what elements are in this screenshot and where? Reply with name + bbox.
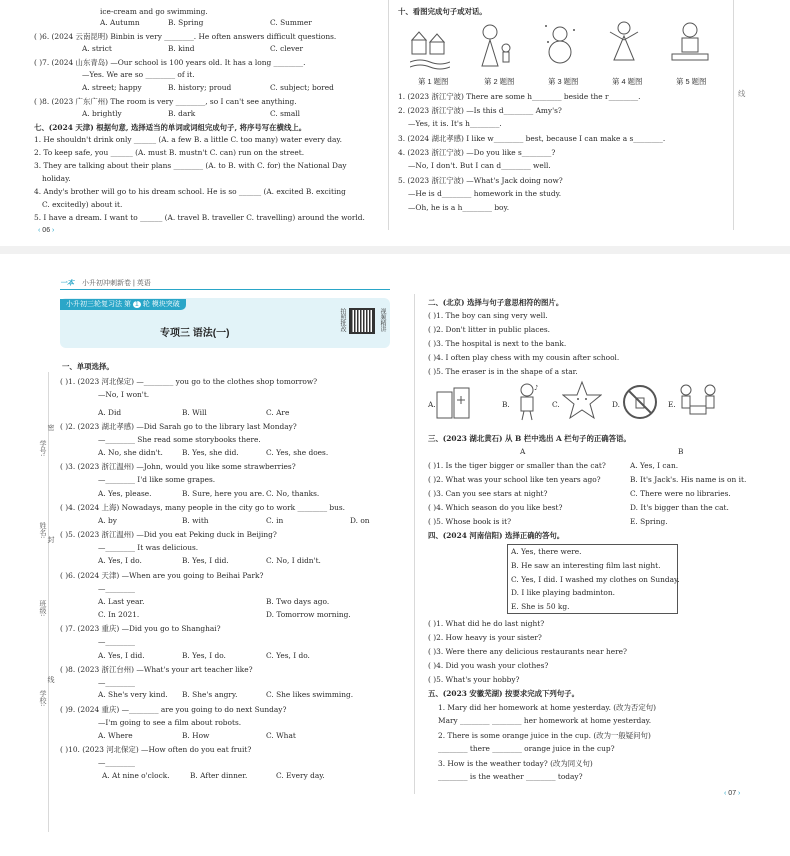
bottom-right-line-23: ( )4. Did you wash your clothes? — [428, 661, 549, 670]
bottom-left-line-49: A. At nine o'clock. — [102, 771, 170, 780]
bottom-right-line-14: C. There were no libraries. — [630, 489, 731, 498]
column-divider — [388, 0, 389, 230]
bottom-left-line-17: A. by — [98, 516, 117, 525]
top-left-line-23: C. excitedly) about it. — [42, 200, 123, 209]
bottom-left-line-50: B. After dinner. — [190, 771, 248, 780]
star-eraser-illustration — [562, 380, 602, 422]
seal-char-1: 密 — [47, 424, 55, 431]
class-label: 班级: — [39, 600, 47, 617]
houses-river-illustration — [410, 20, 450, 70]
brand-logo: 一本 — [60, 280, 74, 287]
top-left-line-11: B. history; proud — [168, 83, 232, 92]
bottom-right-line-10: A. Yes, I can. — [630, 461, 679, 470]
bank-hospital-illustration — [436, 384, 470, 420]
seal-char-3: 线 — [47, 676, 55, 683]
page-gap — [0, 246, 790, 254]
answer-option-a: A. Yes, there were. — [511, 547, 582, 556]
bottom-left-line-5: C. Are — [266, 408, 290, 417]
top-left-line-7: C. clever — [270, 44, 304, 53]
bottom-left-line-26: ( )6. (2024 天津) —When are you going to Beihai Park? — [60, 571, 264, 580]
student-number-label: 学号: — [39, 440, 47, 457]
bottom-right-line-17: ( )5. Whose book is it? — [428, 517, 512, 526]
page-number-text-right: 07 — [728, 790, 737, 797]
bottom-right-line-1: ( )1. The boy can sing very well. — [428, 311, 548, 320]
chess-players-illustration — [678, 382, 718, 422]
top-right-line-6: 5. (2023 浙江宁波) —What's Jack doing now? — [398, 176, 563, 185]
answer-option-c: C. Yes, I did. I washed my clothes on Sunday. — [511, 575, 680, 584]
bottom-left-line-10: C. Yes, she does. — [266, 448, 329, 457]
figure-label-3: 第 3 题图 — [548, 77, 579, 86]
bottom-left-line-48: —________ — [98, 758, 135, 767]
bottom-right-line-16: D. It's bigger than the cat. — [630, 503, 729, 512]
bottom-left-line-16: ( )4. (2024 上海) Nowadays, many people in the city go to work ________ bus. — [60, 503, 345, 512]
bottom-right-line-27: Mary ________ ________ her homework at home yesterday. — [438, 716, 652, 725]
svg-text:♪: ♪ — [534, 384, 539, 392]
top-left-line-9: —Yes. We are so ________ of it. — [82, 70, 195, 79]
bottom-left-line-47: ( )10. (2023 河北保定) —How often do you eat fruit? — [60, 745, 252, 754]
bottom-left-line-31: D. Tomorrow morning. — [266, 610, 351, 619]
top-left-line-3: C. Summer — [270, 18, 312, 27]
bottom-right-line-18: E. Spring. — [630, 517, 668, 526]
bottom-left-line-8: A. No, she didn't. — [98, 448, 163, 457]
bottom-column-divider — [414, 294, 415, 794]
top-left-line-17: 七、(2024 天津) 根据句意, 选择适当的单词或词组完成句子, 将序号写在横线上。 — [34, 123, 307, 132]
top-left-line-16: C. small — [270, 109, 301, 118]
bottom-left-line-1: ( )1. (2023 河北保定) —________ you go to the clothes shop tomorrow? — [60, 377, 318, 386]
bottom-left-line-11: ( )3. (2023 浙江温州) —John, would you like some strawberries? — [60, 462, 296, 471]
figure-label-5: 第 5 题图 — [676, 77, 707, 86]
bottom-left-line-38: —________ — [98, 678, 135, 687]
bottom-left-line-23: A. Yes, I do. — [98, 556, 142, 565]
bottom-left-line-20: D. on — [350, 516, 370, 525]
top-left-line-2: B. Spring — [168, 18, 204, 27]
top-left-line-10: A. street; happy — [82, 83, 142, 92]
bottom-left-line-0: 一、单项选择。 — [62, 362, 114, 371]
bottom-right-line-21: ( )2. How heavy is your sister? — [428, 633, 542, 642]
page-number-left — [38, 227, 54, 234]
top-right-line-0: 1. (2023 浙江宁波) There are some h________ beside the r________. — [398, 92, 641, 101]
bottom-left-line-22: —________ It was delicious. — [98, 543, 199, 552]
seal-line-char: 线 — [738, 89, 746, 98]
top-left-line-13: ( )8. (2023 广东广州) The room is very ________, so I can't see anything. — [34, 97, 297, 106]
bottom-right-line-0: 二、(北京) 选择与句子意思相符的图片。 — [428, 298, 564, 307]
top-left-line-24: 5. I have a dream. I want to ______ (A. travel B. traveller C. travelling) around the world. — [34, 213, 365, 222]
top-left-line-12: C. subject; bored — [270, 83, 334, 92]
answer-option-d: D. I like playing badminton. — [511, 588, 615, 597]
bottom-left-line-45: B. How — [182, 731, 210, 740]
pic-label-c: C. — [552, 400, 560, 409]
bottom-left-line-19: C. in — [266, 516, 284, 525]
top-left-line-21: holiday. — [42, 174, 71, 183]
prev-page-icon[interactable]: ‹ — [38, 227, 41, 234]
bottom-left-line-43: —I'm going to see a film about robots. — [98, 718, 242, 727]
bottom-right-line-26: 1. Mary did her homework at home yesterday. (改为否定句) — [438, 703, 656, 712]
top-left-line-5: A. strict — [82, 44, 112, 53]
figure-label-4: 第 4 题图 — [612, 77, 643, 86]
bottom-left-line-18: B. with — [182, 516, 209, 525]
section-ten-heading: 十、看图完成句子或对话。 — [398, 7, 487, 16]
bottom-left-line-46: C. What — [266, 731, 296, 740]
bottom-right-line-15: ( )4. Which season do you like best? — [428, 503, 563, 512]
bottom-left-line-39: A. She's very kind. — [98, 690, 168, 699]
bottom-right-line-13: ( )3. Can you see stars at night? — [428, 489, 548, 498]
top-left-line-1: A. Autumn — [100, 18, 140, 27]
bottom-left-line-3: A. Did — [98, 408, 122, 417]
top-left-line-18: 1. He shouldn't drink only ______ (A. a few B. a little C. too many) water every day. — [34, 135, 342, 144]
bottom-right-line-9: ( )1. Is the tiger bigger or smaller than the cat? — [428, 461, 606, 470]
top-left-line-15: B. dark — [168, 109, 196, 118]
answer-option-b: B. He saw an interesting film last night. — [511, 561, 661, 570]
bottom-right-line-6: 三、(2023 湖北黄石) 从 B 栏中选出 A 栏句子的正确答语。 — [428, 434, 631, 443]
bottom-left-line-25: C. No, I didn't. — [266, 556, 321, 565]
next-page-icon-right[interactable]: › — [738, 790, 741, 797]
bottom-right-line-3: ( )3. The hospital is next to the bank. — [428, 339, 567, 348]
bottom-right-line-22: ( )3. Were there any delicious restaurants near here? — [428, 647, 627, 656]
top-left-line-14: A. brightly — [82, 109, 122, 118]
singing-boy-illustration — [512, 382, 542, 422]
bottom-left-line-21: ( )5. (2023 浙江温州) —Did you eat Peking duck in Beijing? — [60, 530, 277, 539]
seal-char-2: 封 — [47, 536, 55, 543]
dancing-girl-illustration — [604, 20, 644, 70]
bottom-left-line-33: —________ — [98, 637, 135, 646]
left-binding-line — [48, 372, 49, 832]
bottom-right-line-11: ( )2. What was your school like ten years ago? — [428, 475, 601, 484]
bottom-left-line-14: B. Sure, here you are. — [182, 489, 265, 498]
binding-line — [733, 0, 734, 230]
figure-label-2: 第 2 题图 — [484, 77, 515, 86]
bottom-right-line-24: ( )5. What's your hobby? — [428, 675, 520, 684]
bottom-right-line-30: 3. How is the weather today? (改为同义句) — [438, 759, 593, 768]
topic-title: 专项三 语法(一) — [160, 328, 230, 339]
bottom-right-line-19: 四、(2024 河南信阳) 选择正确的答句。 — [428, 531, 565, 540]
snowman-illustration — [540, 20, 580, 70]
bottom-left-line-34: A. Yes, I did. — [98, 651, 145, 660]
bottom-right-line-12: B. It's Jack's. His name is on it. — [630, 475, 747, 484]
pic-label-e: E. — [668, 400, 676, 409]
bottom-left-line-41: C. She likes swimming. — [266, 690, 354, 699]
top-left-line-6: B. kind — [168, 44, 195, 53]
bottom-right-line-7: A — [520, 447, 526, 456]
page-number-right — [724, 790, 740, 797]
bottom-right-line-2: ( )2. Don't litter in public places. — [428, 325, 550, 334]
pic-label-d: D. — [612, 400, 621, 409]
bottom-right-line-20: ( )1. What did he do last night? — [428, 619, 545, 628]
bottom-left-line-6: ( )2. (2023 湖北孝感) —Did Sarah go to the library last Monday? — [60, 422, 297, 431]
top-right-line-1: 2. (2023 浙江宁波) —Is this d________ Amy's? — [398, 106, 562, 115]
bottom-left-line-32: ( )7. (2023 重庆) —Did you go to Shanghai? — [60, 624, 221, 633]
bottom-left-line-13: A. Yes, please. — [98, 489, 152, 498]
top-right-line-3: 3. (2024 湖北孝感) I like w________ best, because I can make a s________. — [398, 134, 666, 143]
bottom-right-line-5: ( )5. The eraser is in the shape of a star. — [428, 367, 578, 376]
bottom-left-line-9: B. Yes, she did. — [182, 448, 239, 457]
girl-doll-illustration — [474, 22, 514, 70]
top-right-line-7: —He is d________ homework in the study. — [408, 189, 562, 198]
figure-label-1: 第 1 题图 — [418, 77, 449, 86]
top-left-line-0: ice-cream and go swimming. — [100, 7, 208, 16]
page-number-text: 06 — [42, 227, 51, 234]
top-right-line-2: —Yes, it is. It's h________. — [408, 119, 502, 128]
top-left-line-4: ( )6. (2024 云南昆明) Binbin is very ________. He often answers difficult questions. — [34, 32, 337, 41]
header-series: 小升初冲刺新卷 | 英语 — [82, 280, 151, 287]
top-right-line-4: 4. (2023 浙江宁波) —Do you like s________? — [398, 148, 556, 157]
answer-option-e: E. She is 50 kg. — [511, 602, 570, 611]
bottom-right-line-31: ________ is the weather ________ today? — [438, 772, 583, 781]
bottom-left-line-35: B. Yes, I do. — [182, 651, 226, 660]
bottom-left-line-36: C. Yes, I do. — [266, 651, 310, 660]
bottom-left-line-4: B. Will — [182, 408, 207, 417]
bottom-left-line-27: —________ — [98, 584, 135, 593]
school-label: 学校: — [39, 690, 47, 707]
bottom-left-line-44: A. Where — [98, 731, 133, 740]
top-right-line-5: —No, I don't. But I can d________ well. — [408, 161, 551, 170]
bottom-right-line-25: 五、(2023 安徽芜湖) 按要求完成下列句子。 — [428, 689, 579, 698]
top-left-line-8: ( )7. (2024 山东青岛) —Our school is 100 years old. It has a long ________. — [34, 58, 306, 67]
qr-left-label: 拍照批改 — [339, 308, 345, 332]
boy-homework-illustration — [670, 20, 710, 70]
bottom-left-line-42: ( )9. (2024 重庆) —________ are you going to do next Sunday? — [60, 705, 287, 714]
bottom-left-line-30: C. In 2021. — [98, 610, 140, 619]
review-tag: 小升初三轮复习法 第 1 轮 模块突破 — [60, 299, 186, 310]
bottom-left-line-40: B. She's angry. — [182, 690, 238, 699]
bottom-left-line-15: C. No, thanks. — [266, 489, 320, 498]
bottom-left-line-28: A. Last year. — [98, 597, 145, 606]
bottom-left-line-12: —________ I'd like some grapes. — [98, 475, 216, 484]
bottom-right-line-28: 2. There is some orange juice in the cup. (改为一般疑问句) — [438, 731, 651, 740]
bottom-left-line-51: C. Every day. — [276, 771, 325, 780]
answer-options-box — [507, 544, 678, 614]
student-name-label: 姓名: — [39, 522, 47, 539]
header-rule — [60, 289, 390, 290]
pic-label-b: B. — [502, 400, 510, 409]
qr-right-label: 视频精讲 — [379, 308, 385, 332]
top-right-line-8: —Oh, he is a h________ boy. — [408, 203, 510, 212]
bottom-left-line-24: B. Yes, I did. — [182, 556, 229, 565]
bottom-right-line-29: ________ there ________ orange juice in the cup? — [438, 744, 615, 753]
bottom-left-line-37: ( )8. (2023 浙江台州) —What's your art teacher like? — [60, 665, 253, 674]
qr-code-icon[interactable] — [349, 308, 375, 334]
no-littering-sign-icon — [622, 384, 658, 420]
bottom-right-line-4: ( )4. I often play chess with my cousin after school. — [428, 353, 620, 362]
bottom-left-line-7: —________ She read some storybooks there. — [98, 435, 261, 444]
pic-label-a: A. — [428, 400, 436, 409]
top-left-line-22: 4. Andy's brother will go to his dream school. He is so ______ (A. excited B. exciting — [34, 187, 346, 196]
next-page-icon[interactable]: › — [52, 227, 55, 234]
bottom-left-line-29: B. Two days ago. — [266, 597, 330, 606]
top-left-line-20: 3. They are talking about their plans ________ (A. to B. with C. for) the National Day — [34, 161, 347, 170]
prev-page-icon-right[interactable]: ‹ — [724, 790, 727, 797]
top-left-line-19: 2. To keep safe, you ______ (A. must B. mustn't C. can) run on the street. — [34, 148, 305, 157]
bottom-right-line-8: B — [678, 447, 684, 456]
bottom-left-line-2: —No, I won't. — [98, 390, 150, 399]
